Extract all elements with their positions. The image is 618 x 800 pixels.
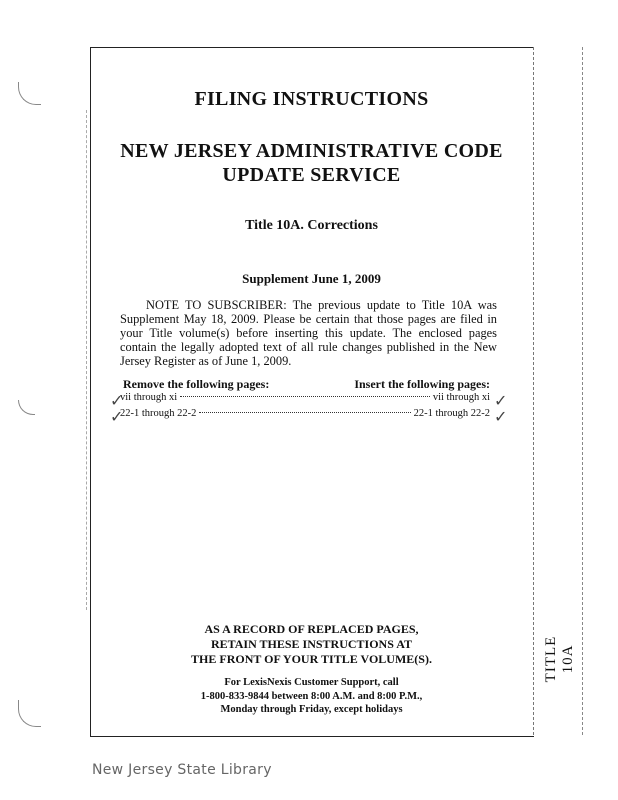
table-row xyxy=(120,392,490,403)
support-line-3: Monday through Friday, except holidays xyxy=(220,704,403,715)
library-stamp: New Jersey State Library xyxy=(92,762,272,778)
insert-pages: 22-1 through 22-2 xyxy=(413,408,490,419)
left-edge-marks xyxy=(86,110,88,610)
record-instructions xyxy=(90,622,533,667)
table-row xyxy=(120,408,490,419)
check-mark-icon: ✓ xyxy=(110,391,124,410)
filing-instructions-heading: FILING INSTRUCTIONS xyxy=(194,88,429,110)
remove-pages: 22-1 through 22-2 xyxy=(120,408,197,419)
subscriber-note: NOTE TO SUBSCRIBER: The previous update to Title 10A was Supplement May 18, 2009. Please be certain that those pages are filed in your Title volume(s) before inserting this update. The enclosed pages contain the legally adopted text of all rule changes published in the New Jersey Register as of June 1, 2009. xyxy=(120,298,497,368)
punch-hole-mark xyxy=(18,82,41,105)
support-line-1: For LexisNexis Customer Support, call xyxy=(224,677,399,688)
tab-label: TITLE 10A xyxy=(543,635,576,683)
remove-pages: vii through xi xyxy=(120,392,178,403)
check-mark-icon: ✓ xyxy=(494,407,508,426)
check-mark-icon: ✓ xyxy=(494,391,508,410)
check-mark-icon: ✓ xyxy=(110,407,124,426)
code-title-line-1: NEW JERSEY ADMINISTRATIVE CODE xyxy=(120,140,503,162)
supplement-date: Supplement June 1, 2009 xyxy=(242,271,381,286)
punch-hole-mark xyxy=(18,400,35,415)
insert-header: Insert the following pages: xyxy=(354,377,490,391)
support-line-2: 1-800-833-9844 between 8:00 A.M. and 8:00 P.M., xyxy=(200,690,423,702)
insert-pages: vii through xi xyxy=(432,392,490,403)
subject-title: Title 10A. Corrections xyxy=(245,218,378,233)
customer-support xyxy=(90,676,533,717)
record-line-2: RETAIN THESE INSTRUCTIONS AT xyxy=(210,637,413,651)
leader-dots xyxy=(180,396,430,397)
leader-dots xyxy=(199,412,410,413)
punch-hole-mark xyxy=(18,700,41,727)
code-title-line-2: UPDATE SERVICE xyxy=(222,164,401,186)
remove-header: Remove the following pages: xyxy=(123,377,270,391)
record-line-3: THE FRONT OF YOUR TITLE VOLUME(S). xyxy=(191,652,432,666)
record-line-1: AS A RECORD OF REPLACED PAGES, xyxy=(204,622,419,636)
